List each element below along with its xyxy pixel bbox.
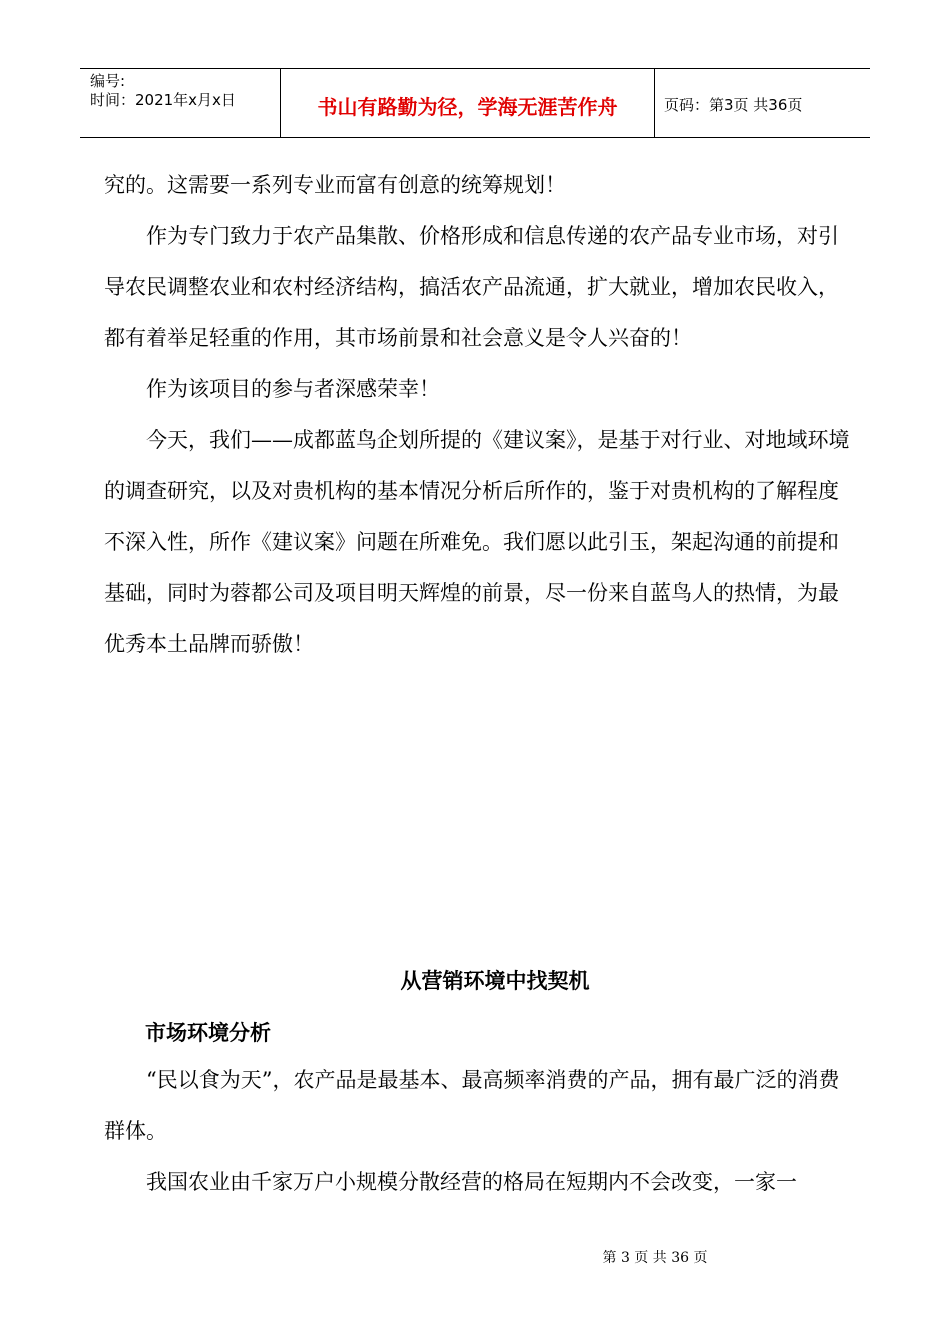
- paragraph-food-basics: “民以食为天”，农产品是最基本、最高频率消费的产品，拥有最广泛的消费群体。: [104, 1068, 840, 1143]
- header-page-info: 页码：第3页 共36页: [664, 96, 803, 114]
- section-subtitle: 市场环境分析: [145, 1021, 271, 1045]
- paragraph-proposal: 今天，我们——成都蓝鸟企划所提的《建议案》，是基于对行业、对地域环境的调查研究，以及对贵机构的基本情况分析后所作的，鉴于对贵机构的了解程度不深入性，所作《建议案》问题在所难免。我们愿以此引玉，架起沟通的前提和基础，同时为蓉都公司及项目明天辉煌的前景，尽一份来自蓝鸟人的热情，为最优秀本土品牌而骄傲！: [104, 428, 850, 656]
- header-motto: 书山有路勤为径，学海无涯苦作舟: [317, 95, 618, 119]
- header-page-cell: [654, 69, 870, 137]
- document-time-label: 时间：2021年x月x日: [90, 91, 236, 109]
- paragraph-agriculture-structure: 我国农业由千家万户小规模分散经营的格局在短期内不会改变，一家一: [146, 1170, 797, 1194]
- header-motto-cell: [280, 69, 655, 137]
- paragraph-market-role: 作为专门致力于农产品集散、价格形成和信息传递的农产品专业市场，对引导农民调整农业和农村经济结构，搞活农产品流通，扩大就业，增加农民收入，都有着举足轻重的作用，其市场前景和社会意义是令人兴奋的！: [104, 224, 839, 350]
- page-footer: 第 3 页 共 36 页: [602, 1250, 708, 1266]
- page-header: [80, 68, 870, 138]
- header-meta-cell: [80, 69, 280, 137]
- paragraph-continuation: 究的。这需要一系列专业而富有创意的统筹规划！: [104, 173, 566, 197]
- section-title: 从营销环境中找契机: [400, 969, 590, 993]
- paragraph-honor: 作为该项目的参与者深感荣幸！: [146, 377, 440, 401]
- document-number-label: 编号:: [90, 72, 126, 90]
